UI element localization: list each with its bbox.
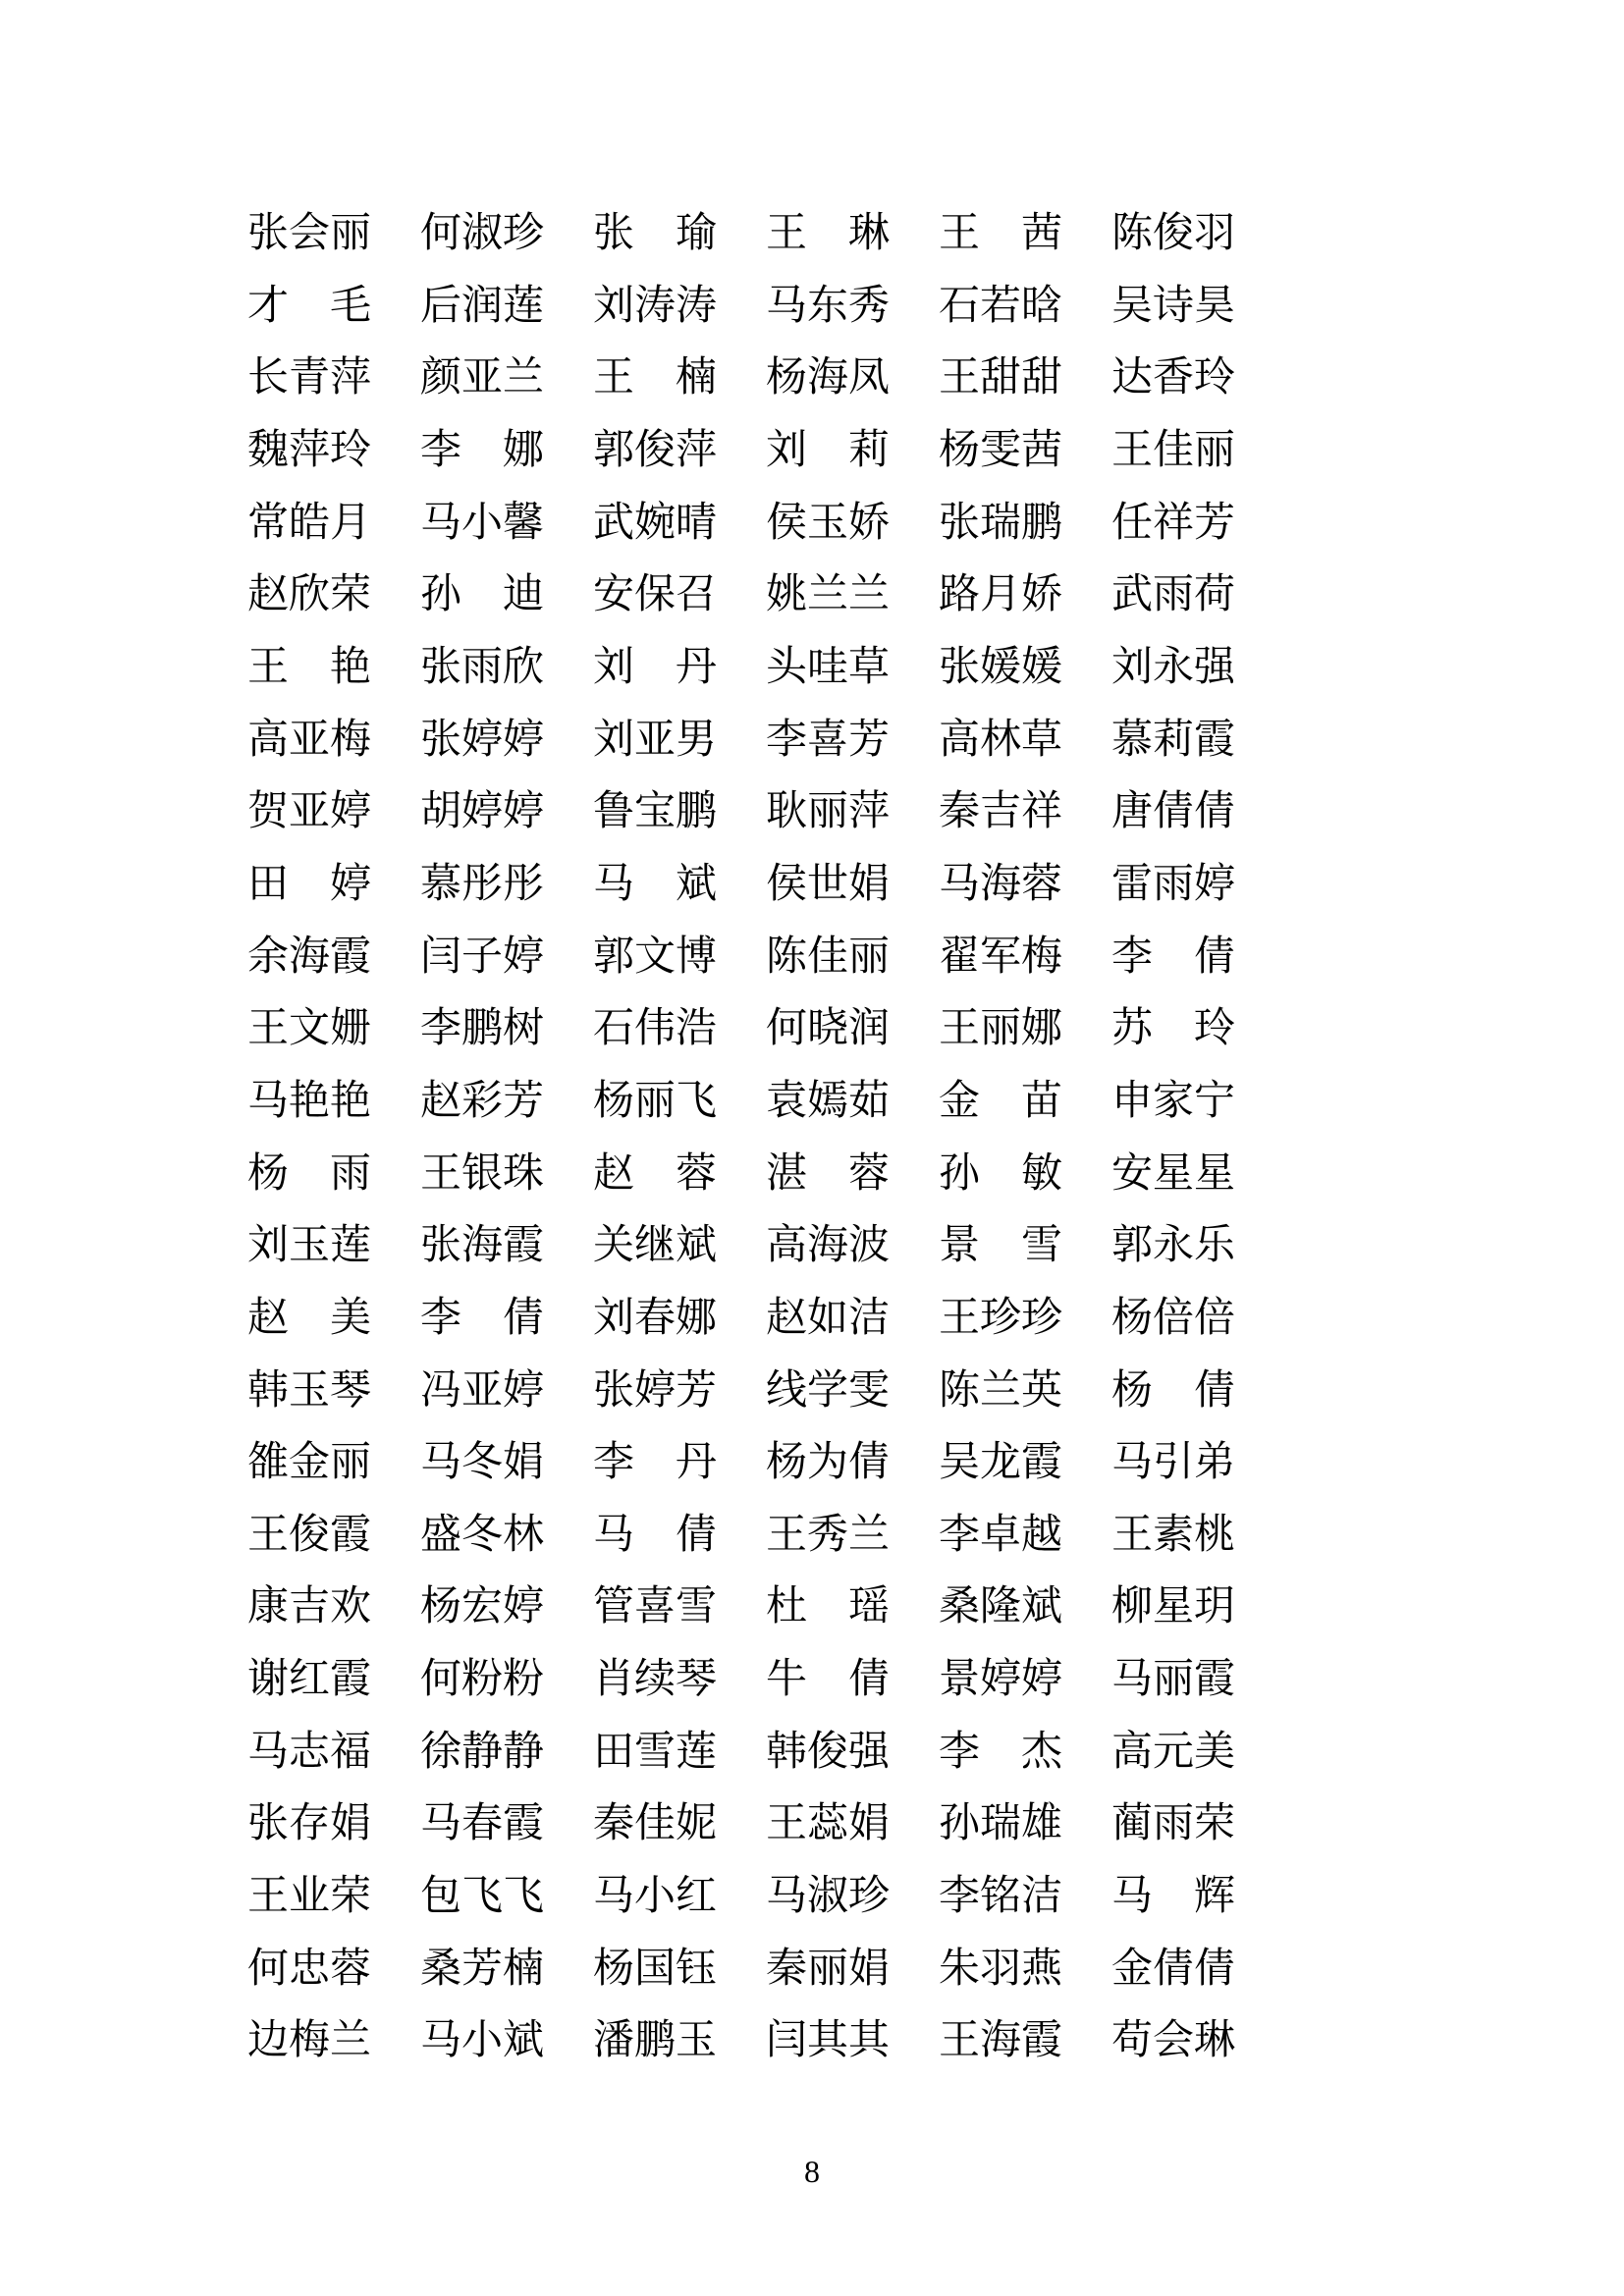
person-name: 韩玉琴 [247, 1367, 371, 1414]
person-name: 马志福 [247, 1729, 371, 1775]
person-name: 王 茜 [939, 211, 1062, 256]
person-name: 田 婷 [247, 861, 371, 907]
person-name: 长青萍 [247, 355, 371, 401]
person-name: 牛 倩 [766, 1657, 890, 1703]
person-name: 姚兰兰 [766, 572, 890, 618]
person-name: 袁嫣茹 [766, 1078, 890, 1124]
person-name: 武雨荷 [1111, 572, 1235, 618]
person-name: 吴龙霞 [939, 1440, 1062, 1486]
person-name: 徐静静 [420, 1729, 544, 1775]
person-name: 耿丽萍 [766, 789, 890, 835]
person-name: 李卓越 [939, 1512, 1062, 1558]
person-name: 蔺雨荣 [1111, 1801, 1235, 1847]
person-name: 马 辉 [1111, 1874, 1235, 1920]
person-name: 雷雨婷 [1111, 861, 1235, 907]
person-name: 桑芳楠 [420, 1946, 544, 1992]
person-name: 李鹏树 [420, 1006, 544, 1052]
person-name: 赵 美 [247, 1295, 371, 1341]
person-name: 后润莲 [420, 283, 544, 329]
person-name: 张瑞鹏 [939, 500, 1062, 546]
person-name: 安保召 [593, 572, 717, 618]
person-name: 慕彤彤 [420, 861, 544, 907]
person-name: 郭文博 [593, 934, 717, 980]
person-name: 何淑珍 [420, 211, 544, 256]
person-name: 吴诗昊 [1111, 283, 1235, 329]
person-name: 石若晗 [939, 283, 1062, 329]
person-name: 张会丽 [247, 211, 371, 256]
person-name: 王 艳 [247, 644, 371, 690]
person-name: 高林草 [939, 717, 1062, 763]
person-name: 张媛媛 [939, 644, 1062, 690]
person-name: 李铭洁 [939, 1874, 1062, 1920]
person-name: 马 斌 [593, 861, 717, 907]
person-name: 金倩倩 [1111, 1946, 1235, 1992]
person-name: 高元美 [1111, 1729, 1235, 1775]
person-name: 康吉欢 [247, 1584, 371, 1630]
person-name: 孙 敏 [939, 1150, 1062, 1197]
person-name: 马小馨 [420, 500, 544, 546]
person-name: 苟会琳 [1111, 2018, 1235, 2064]
person-name: 唐倩倩 [1111, 789, 1235, 835]
person-name: 秦佳妮 [593, 1801, 717, 1847]
person-name: 杜 瑶 [766, 1584, 890, 1630]
person-name: 郭俊萍 [593, 427, 717, 473]
person-name: 关继斌 [593, 1223, 717, 1269]
person-name: 苏 玲 [1111, 1006, 1235, 1052]
person-name: 景 雪 [939, 1223, 1062, 1269]
person-name: 包飞飞 [420, 1874, 544, 1920]
person-name: 胡婷婷 [420, 789, 544, 835]
person-name: 石伟浩 [593, 1006, 717, 1052]
person-name: 刘春娜 [593, 1295, 717, 1341]
person-name: 陈兰英 [939, 1367, 1062, 1414]
person-name: 达香玲 [1111, 355, 1235, 401]
person-name: 金 苗 [939, 1078, 1062, 1124]
person-name: 刘涛涛 [593, 283, 717, 329]
person-name: 冯亚婷 [420, 1367, 544, 1414]
person-name: 高亚梅 [247, 717, 371, 763]
person-name: 杨宏婷 [420, 1584, 544, 1630]
person-name: 马海蓉 [939, 861, 1062, 907]
person-name: 谢红霞 [247, 1657, 371, 1703]
person-name: 王珍珍 [939, 1295, 1062, 1341]
person-name: 陈俊羽 [1111, 211, 1235, 256]
person-name: 杨 倩 [1111, 1367, 1235, 1414]
person-name: 慕莉霞 [1111, 717, 1235, 763]
person-name: 高海波 [766, 1223, 890, 1269]
person-name: 柳星玥 [1111, 1584, 1235, 1630]
person-name: 赵彩芳 [420, 1078, 544, 1124]
person-name: 郭永乐 [1111, 1223, 1235, 1269]
person-name: 王海霞 [939, 2018, 1062, 2064]
person-name: 马冬娟 [420, 1440, 544, 1486]
person-name: 张雨欣 [420, 644, 544, 690]
person-name: 朱羽燕 [939, 1946, 1062, 1992]
person-name: 秦丽娟 [766, 1946, 890, 1992]
person-name: 马淑珍 [766, 1874, 890, 1920]
person-name: 鲁宝鹏 [593, 789, 717, 835]
person-name: 才 毛 [247, 283, 371, 329]
person-name: 杨倍倍 [1111, 1295, 1235, 1341]
person-name: 肖续琴 [593, 1657, 717, 1703]
person-name: 赵 蓉 [593, 1150, 717, 1197]
person-name: 李 丹 [593, 1440, 717, 1486]
person-name: 武婉晴 [593, 500, 717, 546]
person-name: 王俊霞 [247, 1512, 371, 1558]
person-name: 张婷芳 [593, 1367, 717, 1414]
person-name: 马小斌 [420, 2018, 544, 2064]
person-name: 贺亚婷 [247, 789, 371, 835]
person-name: 杨国钰 [593, 1946, 717, 1992]
person-name: 李 杰 [939, 1729, 1062, 1775]
person-name: 李 娜 [420, 427, 544, 473]
person-name: 李喜芳 [766, 717, 890, 763]
person-name: 张婷婷 [420, 717, 544, 763]
person-name: 桑隆斌 [939, 1584, 1062, 1630]
person-name: 杨丽飞 [593, 1078, 717, 1124]
person-name: 田雪莲 [593, 1729, 717, 1775]
person-name: 湛 蓉 [766, 1150, 890, 1197]
person-name: 马东秀 [766, 283, 890, 329]
person-name: 王佳丽 [1111, 427, 1235, 473]
person-name: 管喜雪 [593, 1584, 717, 1630]
person-name: 秦吉祥 [939, 789, 1062, 835]
person-name: 景婷婷 [939, 1657, 1062, 1703]
person-name: 马小红 [593, 1874, 717, 1920]
person-name: 雒金丽 [247, 1440, 371, 1486]
person-name: 张海霞 [420, 1223, 544, 1269]
person-name: 孙瑞雄 [939, 1801, 1062, 1847]
person-name: 马艳艳 [247, 1078, 371, 1124]
person-name: 潘鹏玉 [593, 2018, 717, 2064]
page-number: 8 [804, 2154, 820, 2189]
person-name: 张存娟 [247, 1801, 371, 1847]
person-name: 王蕊娟 [766, 1801, 890, 1847]
person-name: 路月娇 [939, 572, 1062, 618]
person-name: 魏萍玲 [247, 427, 371, 473]
person-name: 李 倩 [420, 1295, 544, 1341]
person-name: 何忠蓉 [247, 1946, 371, 1992]
person-name: 王 琳 [766, 211, 890, 256]
person-name: 马春霞 [420, 1801, 544, 1847]
person-name: 刘永强 [1111, 644, 1235, 690]
person-name: 边梅兰 [247, 2018, 371, 2064]
person-name: 杨雯茜 [939, 427, 1062, 473]
person-name: 王秀兰 [766, 1512, 890, 1558]
person-name: 闫子婷 [420, 934, 544, 980]
person-name: 马丽霞 [1111, 1657, 1235, 1703]
person-name: 线学雯 [766, 1367, 890, 1414]
person-name: 头哇草 [766, 644, 890, 690]
person-name: 侯玉娇 [766, 500, 890, 546]
person-name: 马引弟 [1111, 1440, 1235, 1486]
person-name: 杨为倩 [766, 1440, 890, 1486]
person-name: 杨海凤 [766, 355, 890, 401]
person-name: 闫其其 [766, 2018, 890, 2064]
person-name: 王甜甜 [939, 355, 1062, 401]
person-name: 张 瑜 [593, 211, 717, 256]
person-name: 王业荣 [247, 1874, 371, 1920]
person-name: 何晓润 [766, 1006, 890, 1052]
name-grid [247, 198, 1235, 2078]
person-name: 孙 迪 [420, 572, 544, 618]
person-name: 王丽娜 [939, 1006, 1062, 1052]
person-name: 王文姗 [247, 1006, 371, 1052]
person-name: 翟军梅 [939, 934, 1062, 980]
person-name: 刘 莉 [766, 427, 890, 473]
person-name: 马 倩 [593, 1512, 717, 1558]
person-name: 何粉粉 [420, 1657, 544, 1703]
person-name: 盛冬林 [420, 1512, 544, 1558]
person-name: 王 楠 [593, 355, 717, 401]
person-name: 任祥芳 [1111, 500, 1235, 546]
person-name: 安星星 [1111, 1150, 1235, 1197]
person-name: 申家宁 [1111, 1078, 1235, 1124]
person-name: 韩俊强 [766, 1729, 890, 1775]
person-name: 刘亚男 [593, 717, 717, 763]
person-name: 赵如洁 [766, 1295, 890, 1341]
person-name: 李 倩 [1111, 934, 1235, 980]
person-name: 常皓月 [247, 500, 371, 546]
person-name: 陈佳丽 [766, 934, 890, 980]
person-name: 颜亚兰 [420, 355, 544, 401]
person-name: 王素桃 [1111, 1512, 1235, 1558]
person-name: 余海霞 [247, 934, 371, 980]
person-name: 王银珠 [420, 1150, 544, 1197]
person-name: 刘玉莲 [247, 1223, 371, 1269]
person-name: 赵欣荣 [247, 572, 371, 618]
person-name: 刘 丹 [593, 644, 717, 690]
person-name: 侯世娟 [766, 861, 890, 907]
person-name: 杨 雨 [247, 1150, 371, 1197]
